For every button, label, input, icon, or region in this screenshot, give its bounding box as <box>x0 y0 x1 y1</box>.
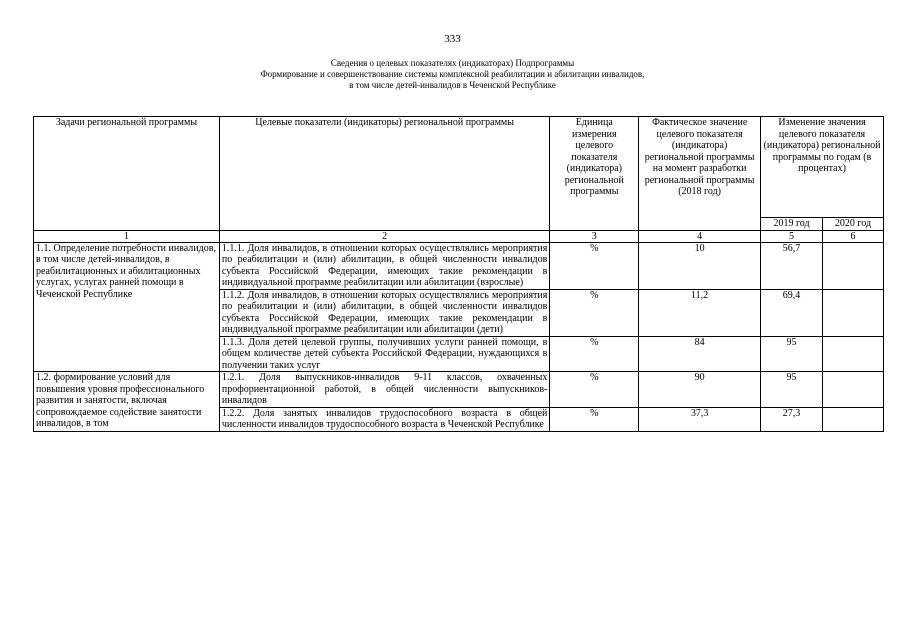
indicator-cell: 1.1.2. Доля инвалидов, в отношении которых осуществлялись мероприятия по реабилитации и (или) абилитации, в общей численности инвалидов субъекта Российской Федерации, имеющих такие рекомендации в индивидуальной программе реабилитации или абилитации (дети) <box>219 289 549 336</box>
table-row <box>34 372 884 408</box>
header-change-by-year: Изменение значения целевого показателя (индикатора) региональной программы по годам (в процентах) <box>761 117 884 218</box>
heading-line-3: в том числе детей-инвалидов в Чеченской Республике <box>349 80 556 90</box>
year-2019-cell: 95 <box>761 372 823 408</box>
actual-value-cell: 37,3 <box>639 407 761 431</box>
actual-value-cell: 84 <box>639 336 761 372</box>
header-year-2020: 2020 год <box>823 218 884 231</box>
indicator-cell: 1.1.3. Доля детей целевой группы, получивших услуги ранней помощи, в общем количестве детей субъекта Российской Федерации, нуждающихся в получении таких услуг <box>219 336 549 372</box>
unit-cell: % <box>550 242 639 289</box>
header-indicators: Целевые показатели (индикаторы) региональной программы <box>219 117 549 231</box>
header-actual-value: Фактическое значение целевого показателя (индикатора) региональной программы на момент разработки региональной программы (2018 год) <box>639 117 761 231</box>
year-2020-cell <box>823 372 884 408</box>
column-number: 4 <box>639 230 761 242</box>
year-2019-cell: 56,7 <box>761 242 823 289</box>
year-2019-cell: 27,3 <box>761 407 823 431</box>
column-number: 2 <box>219 230 549 242</box>
header-unit: Единица измерения целевого показателя (индикатора) региональной программы <box>550 117 639 231</box>
header-year-2019: 2019 год <box>761 218 823 231</box>
unit-cell: % <box>550 407 639 431</box>
indicator-cell: 1.2.1. Доля выпускников-инвалидов 9-11 классов, охваченных профориентационной работой, в общей численности выпускников-инвалидов <box>219 372 549 408</box>
year-2019-cell: 69,4 <box>761 289 823 336</box>
indicator-cell: 1.2.2. Доля занятых инвалидов трудоспособного возраста в общей численности инвалидов трудоспособного возраста в Чеченской Республике <box>219 407 549 431</box>
column-number-row <box>34 230 884 242</box>
table-row <box>34 242 884 289</box>
heading-line-2: Формирование и совершенствование системы комплексной реабилитации и абилитации инвалидов, <box>260 69 645 79</box>
year-2020-cell <box>823 407 884 431</box>
year-2019-cell: 95 <box>761 336 823 372</box>
indicator-cell: 1.1.1. Доля инвалидов, в отношении которых осуществлялись мероприятия по реабилитации и (или) абилитации, в общей численности инвалидов субъекта Российской Федерации, имеющих такие рекомендации в индивидуальной программе реабилитации или абилитации (взрослые) <box>219 242 549 289</box>
year-2020-cell <box>823 289 884 336</box>
column-number: 5 <box>761 230 823 242</box>
unit-cell: % <box>550 289 639 336</box>
column-number: 1 <box>34 230 220 242</box>
unit-cell: % <box>550 336 639 372</box>
unit-cell: % <box>550 372 639 408</box>
task-cell: 1.2. формирование условий для повышения уровня профессионального развития и занятости, включая сопровождаемое содействие занятости инвалидов, в том <box>34 372 220 432</box>
column-number: 3 <box>550 230 639 242</box>
indicators-table <box>33 116 884 432</box>
page-number: 333 <box>444 33 461 45</box>
actual-value-cell: 10 <box>639 242 761 289</box>
heading-line-1: Сведения о целевых показателях (индикаторах) Подпрограммы <box>330 58 575 68</box>
header-tasks: Задачи региональной программы <box>34 117 220 231</box>
task-cell: 1.1. Определение потребности инвалидов, в том числе детей-инвалидов, в реабилитационных и абилитационных услугах, услугах ранней помощи в Чеченской Республике <box>34 242 220 372</box>
year-2020-cell <box>823 242 884 289</box>
column-number: 6 <box>823 230 884 242</box>
document-heading <box>0 58 905 91</box>
actual-value-cell: 90 <box>639 372 761 408</box>
actual-value-cell: 11,2 <box>639 289 761 336</box>
year-2020-cell <box>823 336 884 372</box>
